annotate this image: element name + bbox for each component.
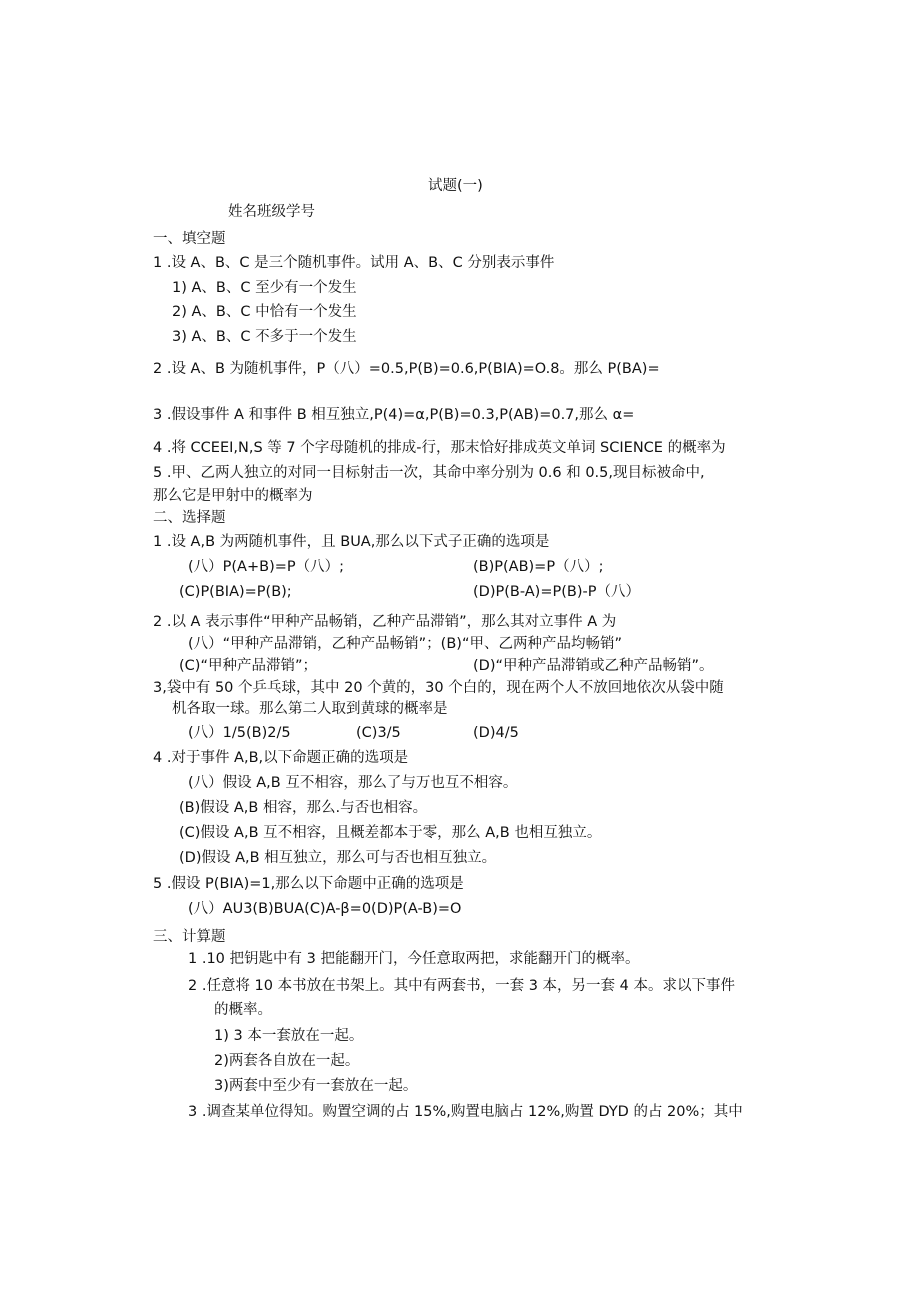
choice-q4-option-c: (C)假设 A,B 互不相容，且概差都本于零，那么 A,B 也相互独立。 bbox=[179, 825, 602, 841]
choice-q1-option-d: (D)P(B-A)=P(B)-P（八） bbox=[473, 584, 640, 600]
fill-q1-item-2: 2) A、B、C 中恰有一个发生 bbox=[172, 304, 357, 320]
calc-q2-item-1: 1) 3 本一套放在一起。 bbox=[214, 1028, 364, 1044]
choice-q4: 4 .对于事件 A,B,以下命题正确的选项是 bbox=[153, 750, 409, 766]
fill-q2: 2 .设 A、B 为随机事件，P（八）=0.5,P(B)=0.6,P(BIA)=O.8。那么 P(BA)= bbox=[153, 361, 660, 377]
choice-q3-option-d: (D)4/5 bbox=[473, 725, 519, 741]
fill-q3: 3 .假设事件 A 和事件 B 相互独立,P(4)=α,P(B)=0.3,P(AB)=0.7,那么 α= bbox=[153, 407, 635, 423]
choice-q1-option-a: (八）P(A+B)=P（八）; bbox=[188, 559, 345, 575]
choice-q1-option-b: (B)P(AB)=P（八）; bbox=[473, 559, 604, 575]
choice-q4-option-d: (D)假设 A,B 相互独立，那么可与否也相互独立。 bbox=[179, 850, 497, 866]
choice-q2-option-d: (D)“甲种产品滞销或乙种产品畅销”。 bbox=[473, 658, 714, 674]
calc-q2-item-2: 2)两套各自放在一起。 bbox=[214, 1053, 360, 1069]
fill-q1: 1 .设 A、B、C 是三个随机事件。试用 A、B、C 分别表示事件 bbox=[153, 255, 555, 271]
section-calculation-heading: 三、计算题 bbox=[153, 929, 226, 945]
section-fill-in-heading: 一、填空题 bbox=[153, 231, 226, 247]
choice-q2-option-c: (C)“甲种产品滞销”； bbox=[179, 658, 317, 674]
choice-q3-option-c: (C)3/5 bbox=[356, 725, 401, 741]
choice-q5-options: (八）AU3(B)BUA(C)A-β=0(D)P(A-B)=O bbox=[188, 901, 462, 917]
name-class-id-line: 姓名班级学号 bbox=[228, 204, 315, 220]
calc-q1: 1 .10 把钥匙中有 3 把能翻开门，今任意取两把，求能翻开门的概率。 bbox=[188, 951, 640, 967]
choice-q5: 5 .假设 P(BIA)=1,那么以下命题中正确的选项是 bbox=[153, 876, 464, 892]
section-choice-heading: 二、选择题 bbox=[153, 510, 226, 526]
calc-q2-item-3: 3)两套中至少有一套放在一起。 bbox=[214, 1078, 418, 1094]
choice-q3-line-1: 3,袋中有 50 个乒乓球，其中 20 个黄的，30 个白的，现在两个人不放回地依次从袋中随 bbox=[153, 680, 724, 696]
choice-q2-options-ab: (八）“甲种产品滞销，乙种产品畅销”；(B)“甲、乙两种产品均畅销” bbox=[188, 636, 622, 652]
fill-q5-line-2: 那么它是甲射中的概率为 bbox=[153, 488, 313, 504]
choice-q2: 2 .以 A 表示事件“甲种产品畅销，乙种产品滞销”，那么其对立事件 A 为 bbox=[153, 614, 617, 630]
fill-q5-line-1: 5 .甲、乙两人独立的对同一目标射击一次，其命中率分别为 0.6 和 0.5,现目标被命中, bbox=[153, 465, 705, 481]
choice-q1-option-c: (C)P(BIA)=P(B); bbox=[179, 584, 292, 600]
fill-q1-item-1: 1) A、B、C 至少有一个发生 bbox=[172, 280, 357, 296]
calc-q2-line-1: 2 .任意将 10 本书放在书架上。其中有两套书，一套 3 本，另一套 4 本。求以下事件 bbox=[188, 978, 735, 994]
calc-q2-line-2: 的概率。 bbox=[214, 1002, 272, 1018]
choice-q3-options-ab: (八）1/5(B)2/5 bbox=[188, 725, 291, 741]
choice-q1: 1 .设 A,B 为两随机事件，且 BUA,那么以下式子正确的选项是 bbox=[153, 534, 550, 550]
choice-q4-option-b: (B)假设 A,B 相容，那么.与否也相容。 bbox=[179, 800, 428, 816]
fill-q4: 4 .将 CCEEI,N,S 等 7 个字母随机的排成-行，那末恰好排成英文单词 SCIENCE 的概率为 bbox=[153, 440, 726, 456]
choice-q4-option-a: (八）假设 A,B 互不相容，那么了与万也互不相容。 bbox=[188, 775, 518, 791]
fill-q1-item-3: 3) A、B、C 不多于一个发生 bbox=[172, 329, 357, 345]
page-title: 试题(一) bbox=[428, 178, 483, 194]
choice-q3-line-2: 机各取一球。那么第二人取到黄球的概率是 bbox=[172, 701, 448, 717]
calc-q3: 3 .调查某单位得知。购置空调的占 15%,购置电脑占 12%,购置 DYD 的占 20%；其中 bbox=[188, 1104, 743, 1120]
